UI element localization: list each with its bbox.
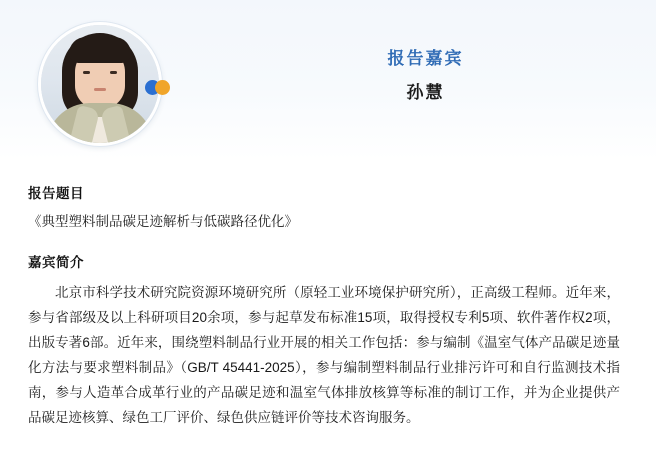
talk-heading: 报告题目 bbox=[28, 186, 84, 201]
portrait-fringe bbox=[69, 37, 131, 63]
guest-label: 报告嘉宾 bbox=[387, 49, 464, 68]
talk-title: 《典型塑料制品碳足迹解析与低碳路径优化》 bbox=[28, 214, 298, 229]
orange-dot-icon bbox=[155, 80, 170, 95]
document-content bbox=[0, 160, 656, 430]
decorative-dots bbox=[145, 80, 170, 95]
bio-heading: 嘉宾简介 bbox=[28, 255, 84, 270]
portrait-eye-left bbox=[83, 71, 90, 74]
guest-name: 孙慧 bbox=[406, 83, 445, 102]
avatar-photo bbox=[41, 25, 159, 143]
portrait-eye-right bbox=[110, 71, 117, 74]
portrait-mouth bbox=[94, 88, 106, 91]
guest-banner bbox=[0, 0, 656, 160]
bio-text: 北京市科学技术研究院资源环境研究所（原轻工业环境保护研究所），正高级工程师。近年来，参与省部级及以上科研项目20余项，参与起草发布标准15项，取得授权专利5项、软件著作权2项，出版专著6部。近年来，围绕塑料制品行业开展的相关工作包括：参与编制《温室气体产品碳足迹量化方法与要求塑料制品》（GB/T 45441-2025），参与编制塑料制品行业排污许可和自行监测技术指南，参与人造革合成革行业的产品碳足迹和温室气体排放核算等标准的制订工作，并为企业提供产品碳足迹核算、绿色工厂评价、绿色供应链评价等技术咨询服务。 bbox=[28, 285, 620, 425]
avatar bbox=[38, 22, 162, 146]
banner-text-block bbox=[235, 46, 656, 105]
